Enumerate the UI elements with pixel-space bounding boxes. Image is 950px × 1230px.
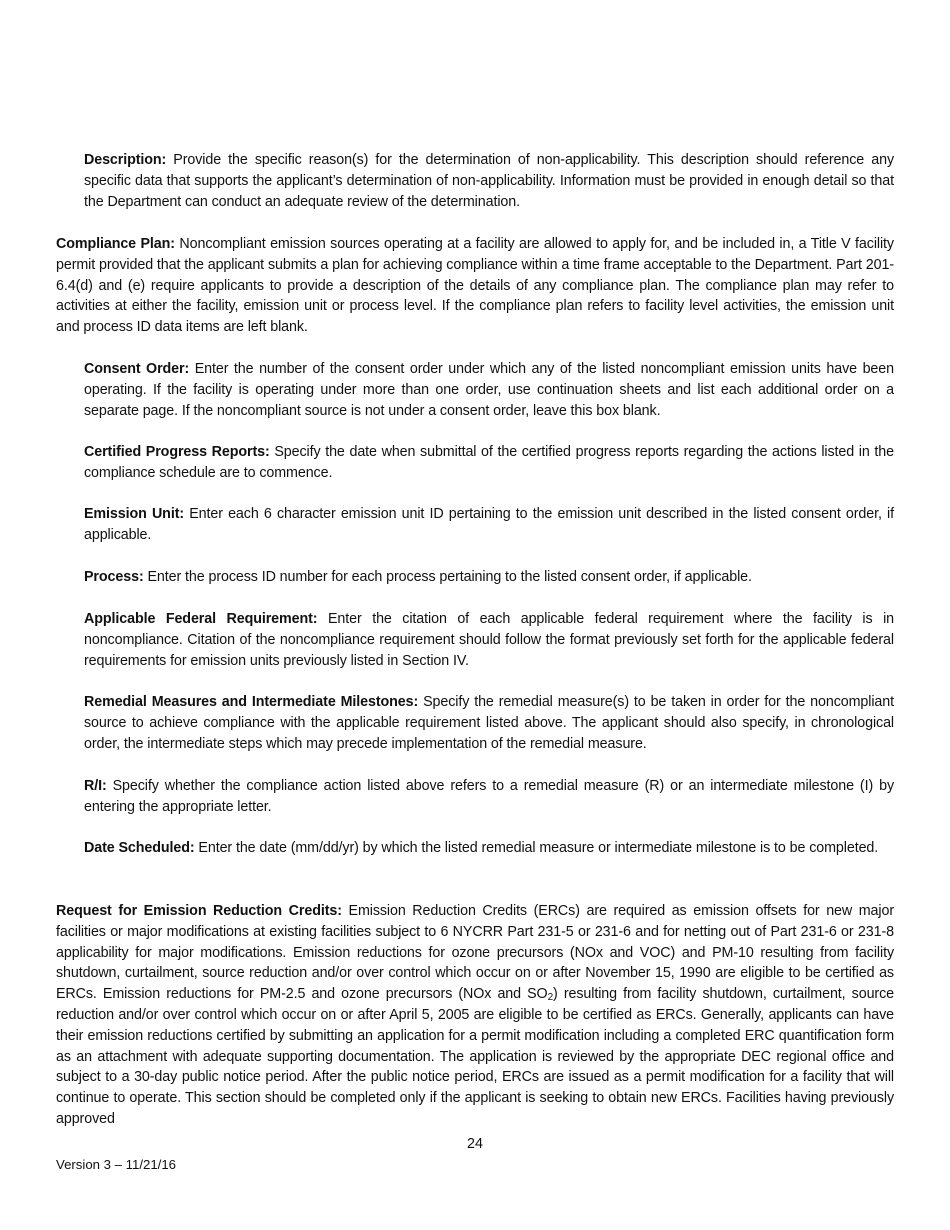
erc-request-label: Request for Emission Reduction Credits: <box>56 903 342 919</box>
date-scheduled-label: Date Scheduled: <box>84 840 195 856</box>
r-i-paragraph <box>84 776 894 818</box>
r-i-label: R/I: <box>84 778 107 794</box>
compliance-plan-text: Noncompliant emission sources operating at a facility are allowed to apply for, and be included in, a Title V facility permit provided that the applicant submits a plan for achieving compliance within a time frame acceptable to the Department. Part 201-6.4(d) and (e) require applicants to provide a description of the details of any compliance plan. The compliance plan may refer to activities at either the facility, emission unit or process level. If the compliance plan refers to facility level activities, the emission unit and process ID data items are left blank. <box>56 236 894 336</box>
applicable-federal-requirement-text: Enter the citation of each applicable federal requirement where the facility is in noncompliance. Citation of the noncompliance requirement should follow the format previously set forth for the applicable federal requirements for emission units previously listed in Section IV. <box>84 611 894 669</box>
certified-progress-reports-paragraph <box>84 442 894 484</box>
applicable-federal-requirement-label: Applicable Federal Requirement: <box>84 611 318 627</box>
process-label: Process: <box>84 569 144 585</box>
emission-unit-paragraph <box>84 504 894 546</box>
certified-progress-reports-label: Certified Progress Reports: <box>84 444 270 460</box>
r-i-text: Specify whether the compliance action listed above refers to a remedial measure (R) or an intermediate milestone (I) by entering the appropriate letter. <box>84 778 894 815</box>
erc-request-text-end: ) resulting from facility shutdown, curtailment, source reduction and/or over control which occur on or after April 5, 2005 are eligible to be certified as ERCs. Generally, applicants can have their emission reductions certified by submitting an application for a permit modification including a completed ERC quantification form as an attachment with adequate supporting documentation. The application is reviewed by the appropriate DEC regional office and subject to a 30-day public notice period. After the public notice period, ERCs are issued as a permit modification for a facility that will continue to operate. This section should be completed only if the applicant is seeking to obtain new ERCs. Facilities having previously approved <box>56 986 894 1127</box>
description-text: Provide the specific reason(s) for the determination of non-applicability. This description should reference any specific data that supports the applicant’s determination of non-applicability. Information must be provided in enough detail so that the Department can conduct an adequate review of the determination. <box>84 152 894 210</box>
erc-request-text-start: Emission Reduction Credits (ERCs) are required as emission offsets for new major facilities or major modifications at existing facilities subject to 6 NYCRR Part 231-5 or 231-6 and for netting out of Part 231-6 or 231-8 applicability for major modifications. Emission reductions for ozone precursors (NOx and VOC) and PM-10 resulting from facility shutdown, curtailment, source reduction and/or over control which occur on or after November 15, 1990 are eligible to be certified as ERCs. Emission reductions for PM-2.5 and ozone precursors (NOx and SO <box>56 903 894 1003</box>
consent-order-text: Enter the number of the consent order under which any of the listed noncompliant emission units have been operating. If the facility is operating under more than one order, use continuation sheets and list each additional order on a separate page. If the noncompliant source is not under a consent order, leave this box blank. <box>84 361 894 419</box>
date-scheduled-paragraph <box>84 838 894 859</box>
remedial-measures-paragraph <box>84 692 894 754</box>
so2-subscript: 2 <box>547 992 554 1004</box>
consent-order-label: Consent Order: <box>84 361 190 377</box>
remedial-measures-label: Remedial Measures and Intermediate Milestones: <box>84 694 419 710</box>
process-paragraph <box>84 567 894 588</box>
erc-request-paragraph <box>56 901 894 1130</box>
description-paragraph <box>84 150 894 212</box>
description-label: Description: <box>84 152 167 168</box>
emission-unit-label: Emission Unit: <box>84 506 185 522</box>
date-scheduled-text: Enter the date (mm/dd/yr) by which the listed remedial measure or intermediate milestone is to be completed. <box>194 840 879 856</box>
applicable-federal-requirement-paragraph <box>84 609 894 671</box>
version-label: Version 3 – 11/21/16 <box>56 1157 176 1172</box>
remedial-measures-text: Specify the remedial measure(s) to be taken in order for the noncompliant source to achieve compliance with the applicable requirement listed above. The applicant should also specify, in chronological order, the intermediate steps which may precede implementation of the remedial measure. <box>84 694 894 752</box>
compliance-plan-label: Compliance Plan: <box>56 236 175 252</box>
process-text: Enter the process ID number for each process pertaining to the listed consent order, if applicable. <box>143 569 752 585</box>
certified-progress-reports-text: Specify the date when submittal of the certified progress reports regarding the actions listed in the compliance schedule are to commence. <box>84 444 894 481</box>
emission-unit-text: Enter each 6 character emission unit ID pertaining to the emission unit described in the listed consent order, if applicable. <box>84 506 894 543</box>
page-number: 24 <box>467 1136 483 1152</box>
consent-order-paragraph <box>84 359 894 421</box>
compliance-plan-paragraph <box>56 234 894 338</box>
